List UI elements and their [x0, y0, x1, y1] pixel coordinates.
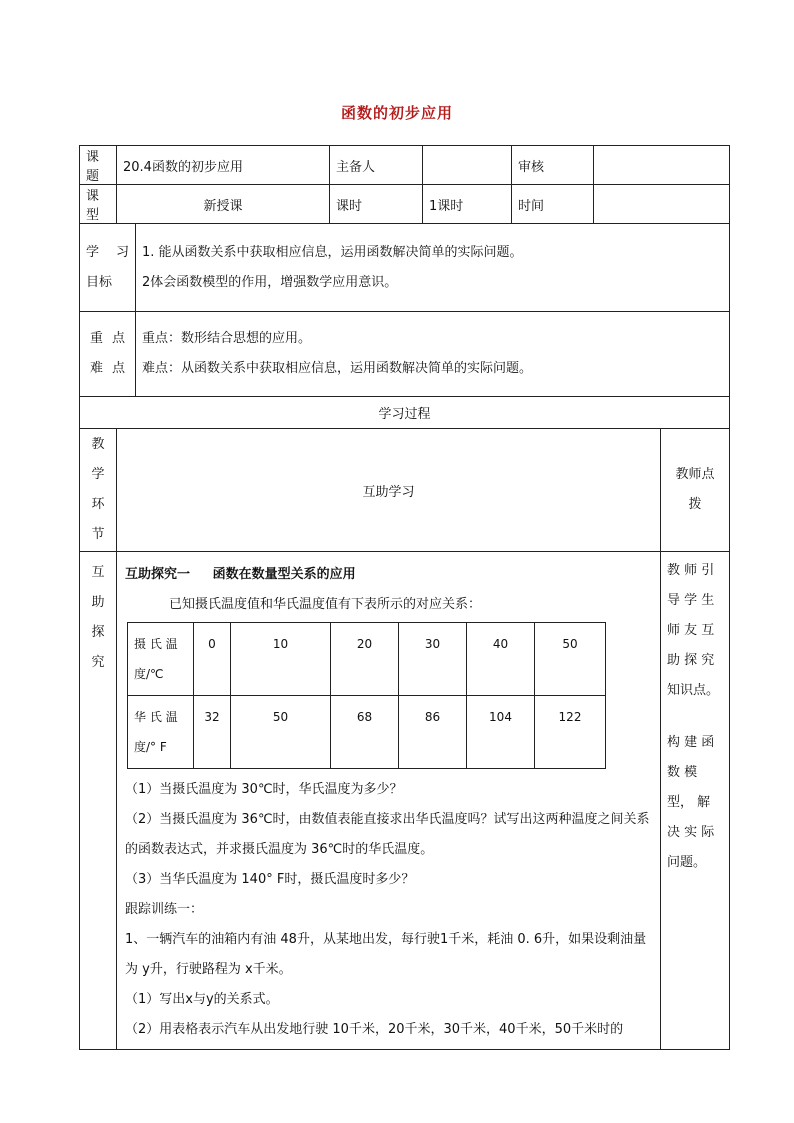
celsius-value: 30 [399, 623, 467, 696]
goal-item: 1. 能从函数关系中获取相应信息，运用函数解决简单的实际问题。 [142, 245, 523, 260]
label-section-side: 互 助 探 究 [80, 552, 117, 1050]
lesson-plan [79, 145, 729, 1050]
fahrenheit-value: 68 [331, 696, 399, 769]
question-2: （2）当摄氏温度为 36℃时，由数值表能直接求出华氏温度吗？试写出这两种温度之间关系的函数表达式，并求摄氏温度为 36℃时的华氏温度。 [125, 812, 650, 857]
label-review: 审核 [512, 146, 594, 185]
keypoint-item: 重点：数形结合思想的应用。 [142, 331, 312, 346]
celsius-label: 摄 氏 温 度/℃ [128, 623, 194, 696]
fahrenheit-value: 50 [231, 696, 331, 769]
teacher-note: 构 建 函 数 模 型， 解 决 实 际问题。 [667, 735, 715, 870]
fahrenheit-value: 122 [535, 696, 606, 769]
goals-content [136, 224, 730, 312]
teacher-note: 教 师 引 导 学 生 师 友 互 助 探 究 知识点。 [667, 563, 720, 698]
section-heading: 互助探究一 函数在数量型关系的应用 [125, 567, 356, 582]
fahrenheit-value: 32 [194, 696, 231, 769]
fahrenheit-value: 104 [467, 696, 535, 769]
question-3: （3）当华氏温度为 140° F时，摄氏温度时多少？ [125, 872, 415, 887]
practice-problem-1: 1、一辆汽车的油箱内有油 48升，从某地出发，每行驶1千米，耗油 0. 6升，如果设剩油量为 y升，行驶路程为 x千米。 [125, 932, 647, 977]
fahrenheit-label: 华 氏 温 度/° F [128, 696, 194, 769]
keypoint-item: 难点：从函数关系中获取相应信息，运用函数解决简单的实际问题。 [142, 361, 533, 376]
goal-item: 2体会函数模型的作用，增强数学应用意识。 [142, 275, 398, 290]
label-goals: 学 习 目标 [80, 224, 136, 312]
question-1: （1）当摄氏温度为 30℃时，华氏温度为多少？ [125, 782, 403, 797]
celsius-value: 50 [535, 623, 606, 696]
lesson-table [79, 145, 730, 1050]
practice-part-2: （2）用表格表示汽车从出发地行驶 10千米，20千米，30千米，40千米，50千米时的 [125, 1022, 624, 1037]
value-preparer [423, 146, 512, 185]
celsius-value: 20 [331, 623, 399, 696]
label-lesson-type: 课型 [80, 185, 117, 224]
value-time [594, 185, 730, 224]
process-title: 学习过程 [80, 397, 730, 429]
value-topic: 20.4函数的初步应用 [117, 146, 330, 185]
value-periods: 1课时 [423, 185, 512, 224]
label-mutual-learning: 互助学习 [117, 429, 661, 552]
section-intro: 已知摄氏温度值和华氏温度值有下表所示的对应关系： [169, 597, 482, 612]
section-content [117, 552, 661, 1050]
practice-heading: 跟踪训练一： [125, 902, 204, 917]
practice-part-1: （1）写出x与y的关系式。 [125, 992, 279, 1007]
celsius-value: 10 [231, 623, 331, 696]
celsius-value: 40 [467, 623, 535, 696]
value-lesson-type: 新授课 [117, 185, 330, 224]
label-preparer: 主备人 [330, 146, 423, 185]
label-keypoints: 重 点 难 点 [80, 312, 136, 397]
label-periods: 课时 [330, 185, 423, 224]
celsius-value: 0 [194, 623, 231, 696]
label-stage: 教 学 环 节 [80, 429, 117, 552]
label-time: 时间 [512, 185, 594, 224]
fahrenheit-value: 86 [399, 696, 467, 769]
label-teacher-guide: 教师点 拨 [661, 429, 730, 552]
teacher-notes [661, 552, 730, 1050]
temperature-table [127, 622, 606, 769]
keypoints-content [136, 312, 730, 397]
label-topic: 课题 [80, 146, 117, 185]
page-title: 函数的初步应用 [340, 104, 453, 122]
value-review [594, 146, 730, 185]
